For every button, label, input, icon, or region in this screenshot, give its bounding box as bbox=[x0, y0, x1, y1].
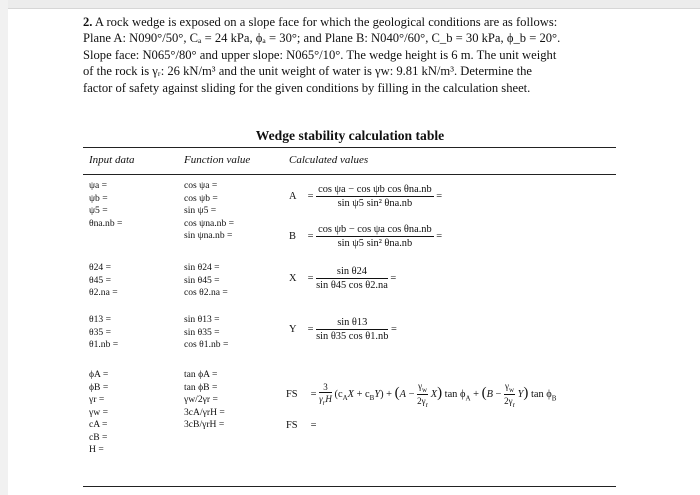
table-caption: Wedge stability calculation table bbox=[255, 128, 445, 143]
function-group-1 bbox=[184, 180, 234, 243]
equation-y: Y = $\frac{\text{sin θ13}}{\text{sin θ35 cos θ1.nb}}$ = bbox=[289, 317, 397, 342]
input-row: θ1.nb = bbox=[89, 339, 119, 350]
input-row: H = bbox=[89, 444, 104, 455]
input-row: ϕA = bbox=[89, 369, 109, 380]
header-rule bbox=[83, 174, 616, 175]
input-row: γr = bbox=[89, 394, 105, 405]
input-row: cA = bbox=[89, 419, 108, 430]
equation-b: B = $\frac{\text{cos ψb − cos ψa cos θna.nb}}{\text{sin ψ5 sin² θna.nb}}$ = bbox=[289, 224, 443, 249]
equation-x: X = $\frac{\text{sin θ24}}{\text{sin θ45 cos θ2.na}}$ = bbox=[289, 266, 397, 291]
function-row: cos θ1.nb = bbox=[184, 339, 229, 350]
function-row: cos ψna.nb = bbox=[184, 217, 235, 229]
equation-fs-formula: FS = $\frac{3}{\gamma_rH}$ $(c_AX + c_BY) + (A$ − $\frac{\gamma_w}{2\gamma_r}$ X) $\tan \phi_A + (B$ − $\frac{\gamma_w}{2\gamma_r}$ Y) $\tan \phi_B$ bbox=[286, 381, 557, 409]
header-calculated-values: Calculated values bbox=[289, 154, 369, 166]
function-row: tan ϕB = bbox=[184, 381, 218, 393]
problem-statement: 2. A rock wedge is exposed on a slope face for which the geological conditions are as follows: Plane A: N090°/50°, Cₐ = 24 kPa, ϕₐ = 30°; and Plane B: N040°/60°, C_b = 30 kPa, ϕ_b = 20°. Slope face: N065°/80° and upper slope: N065°/10°. The wedge height is 6 m. The unit weight of the rock is γᵣ: 26 kN/m³ and the unit weight of water is γw: 9.81 kN/m³. Determine the factor of safety against sliding for the given conditions by filling in the calculation sheet. bbox=[83, 15, 561, 95]
function-row: tan ϕA = bbox=[184, 369, 218, 380]
input-row: γw = bbox=[89, 406, 108, 418]
header-function-value: Function value bbox=[184, 154, 251, 166]
input-row: θ35 = bbox=[89, 326, 111, 338]
function-group-3 bbox=[184, 314, 228, 352]
header-input-data: Input data bbox=[89, 154, 135, 166]
function-row: sin ψ5 = bbox=[184, 205, 217, 216]
input-group-1 bbox=[89, 180, 122, 230]
input-group-4 bbox=[89, 369, 108, 457]
function-row: sin θ45 = bbox=[184, 274, 220, 286]
input-row: ϕB = bbox=[89, 381, 109, 393]
function-group-2 bbox=[184, 262, 228, 300]
function-row: sin ψna.nb = bbox=[184, 230, 233, 241]
problem-number: 2. bbox=[83, 15, 93, 29]
input-group-3 bbox=[89, 314, 118, 352]
function-group-4 bbox=[184, 369, 225, 432]
input-row: ψ5 = bbox=[89, 205, 108, 216]
function-row: sin θ24 = bbox=[184, 262, 220, 273]
function-row: cos θ2.na = bbox=[184, 287, 228, 298]
equation-a: A = $\frac{\text{cos ψa − cos ψb cos θna.nb}}{\text{sin ψ5 sin² θna.nb}}$ = bbox=[289, 184, 443, 209]
input-row: cB = bbox=[89, 431, 108, 443]
input-row: θ13 = bbox=[89, 314, 111, 325]
input-row: θ24 = bbox=[89, 262, 111, 273]
function-row: sin θ13 = bbox=[184, 314, 220, 325]
function-row: cos ψa = bbox=[184, 180, 218, 191]
function-row: γw/2γr = bbox=[184, 394, 218, 405]
input-group-2 bbox=[89, 262, 118, 300]
input-row: ψa = bbox=[89, 180, 108, 191]
wedge-stability-table bbox=[83, 147, 616, 487]
input-row: ψb = bbox=[89, 192, 108, 204]
window-top-edge bbox=[0, 0, 700, 9]
equation-fs-result: FS = bbox=[286, 420, 317, 431]
input-row: θ2.na = bbox=[89, 287, 118, 298]
function-row: 3cB/γrH = bbox=[184, 419, 225, 430]
window-left-edge bbox=[0, 0, 8, 495]
input-row: θ45 = bbox=[89, 274, 111, 286]
function-row: 3cA/γrH = bbox=[184, 406, 225, 418]
function-row: sin θ35 = bbox=[184, 326, 220, 338]
input-row: θna.nb = bbox=[89, 217, 123, 229]
function-row: cos ψb = bbox=[184, 192, 218, 204]
